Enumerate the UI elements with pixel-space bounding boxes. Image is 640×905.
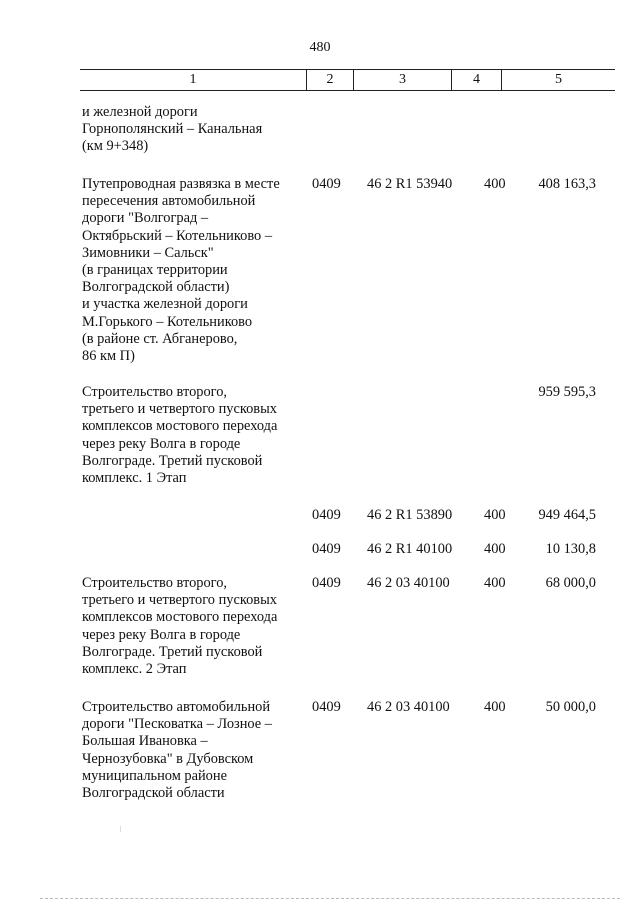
- description-line: (в районе ст. Абганерово,: [82, 330, 238, 347]
- description-line: Строительство второго,: [82, 575, 228, 591]
- row-description: [82, 176, 308, 365]
- target-code: 46 2 R1 53940: [367, 176, 453, 192]
- description-line: (км 9+348): [82, 138, 149, 155]
- description-line: комплексов мостового перехода: [82, 609, 278, 626]
- description-line: дороги "Волгоград –: [82, 210, 209, 227]
- description-line: М.Горького – Котельниково: [82, 313, 253, 330]
- description-line: Строительство второго,: [82, 384, 228, 400]
- target-code: 46 2 03 40100: [367, 699, 450, 715]
- amount: 949 464,5: [538, 507, 596, 523]
- description-line: комплекс. 1 Этап: [82, 470, 187, 487]
- table-header: [80, 69, 615, 91]
- description-line: Волгограде. Третий пусковой: [82, 643, 263, 660]
- section-code: 0409: [312, 541, 341, 557]
- description-line: Путепроводная развязка в месте: [82, 176, 280, 192]
- description-line: Волгограде. Третий пусковой: [82, 452, 263, 469]
- page-bottom-edge: [40, 898, 620, 899]
- description-line: пересечения автомобильной: [82, 193, 256, 210]
- description-line: Волгоградской области: [82, 785, 225, 802]
- target-code: 46 2 R1 53890: [367, 507, 453, 523]
- target-code: 46 2 03 40100: [367, 575, 450, 591]
- amount: 68 000,0: [545, 575, 596, 591]
- amount: 10 130,8: [545, 541, 596, 557]
- amount: 50 000,0: [545, 699, 596, 715]
- section-code: 0409: [312, 575, 341, 591]
- row-description: [82, 575, 308, 678]
- row-description: [82, 384, 308, 487]
- description-line: через реку Волга в городе: [82, 435, 241, 452]
- header-col-3: 3: [399, 72, 406, 87]
- description-line: дороги "Песковатка – Лозное –: [82, 716, 272, 733]
- description-line: Чернозубовка" в Дубовском: [82, 750, 254, 767]
- expense-type: 400: [484, 507, 506, 523]
- expense-type: 400: [484, 541, 506, 557]
- amount: 408 163,3: [538, 176, 596, 192]
- description-line: Волгоградской области): [82, 279, 230, 296]
- description-line: Зимовники – Сальск": [82, 244, 214, 261]
- expense-type: 400: [484, 176, 506, 192]
- row-description: [82, 104, 308, 156]
- row-description: [82, 699, 308, 802]
- description-line: муниципальном районе: [82, 767, 227, 784]
- description-line: через реку Волга в городе: [82, 626, 241, 643]
- description-line: Горнополянский – Канальная: [82, 121, 263, 138]
- target-code: 46 2 R1 40100: [367, 541, 453, 557]
- expense-type: 400: [484, 699, 506, 715]
- scan-mark: [120, 826, 121, 832]
- description-line: и участка железной дороги: [82, 296, 248, 313]
- description-line: Строительство автомобильной: [82, 699, 271, 715]
- description-line: Октябрьский – Котельниково –: [82, 227, 273, 244]
- description-line: (в границах территории: [82, 262, 228, 279]
- amount: 959 595,3: [538, 384, 596, 400]
- description-line: третьего и четвертого пусковых: [82, 401, 277, 418]
- header-col-2: 2: [326, 72, 334, 87]
- description-line: комплексов мостового перехода: [82, 418, 278, 435]
- description-line: Большая Ивановка –: [82, 733, 208, 750]
- header-col-4: 4: [473, 72, 480, 87]
- expense-type: 400: [484, 575, 506, 591]
- description-line: третьего и четвертого пусковых: [82, 592, 277, 609]
- header-col-5: 5: [555, 72, 562, 87]
- page-number: 480: [309, 40, 331, 55]
- section-code: 0409: [312, 176, 341, 192]
- description-line: комплекс. 2 Этап: [82, 661, 187, 678]
- section-code: 0409: [312, 507, 341, 523]
- section-code: 0409: [312, 699, 341, 715]
- header-col-1: 1: [189, 72, 197, 87]
- description-line: и железной дороги: [82, 104, 198, 120]
- description-line: 86 км П): [82, 348, 135, 365]
